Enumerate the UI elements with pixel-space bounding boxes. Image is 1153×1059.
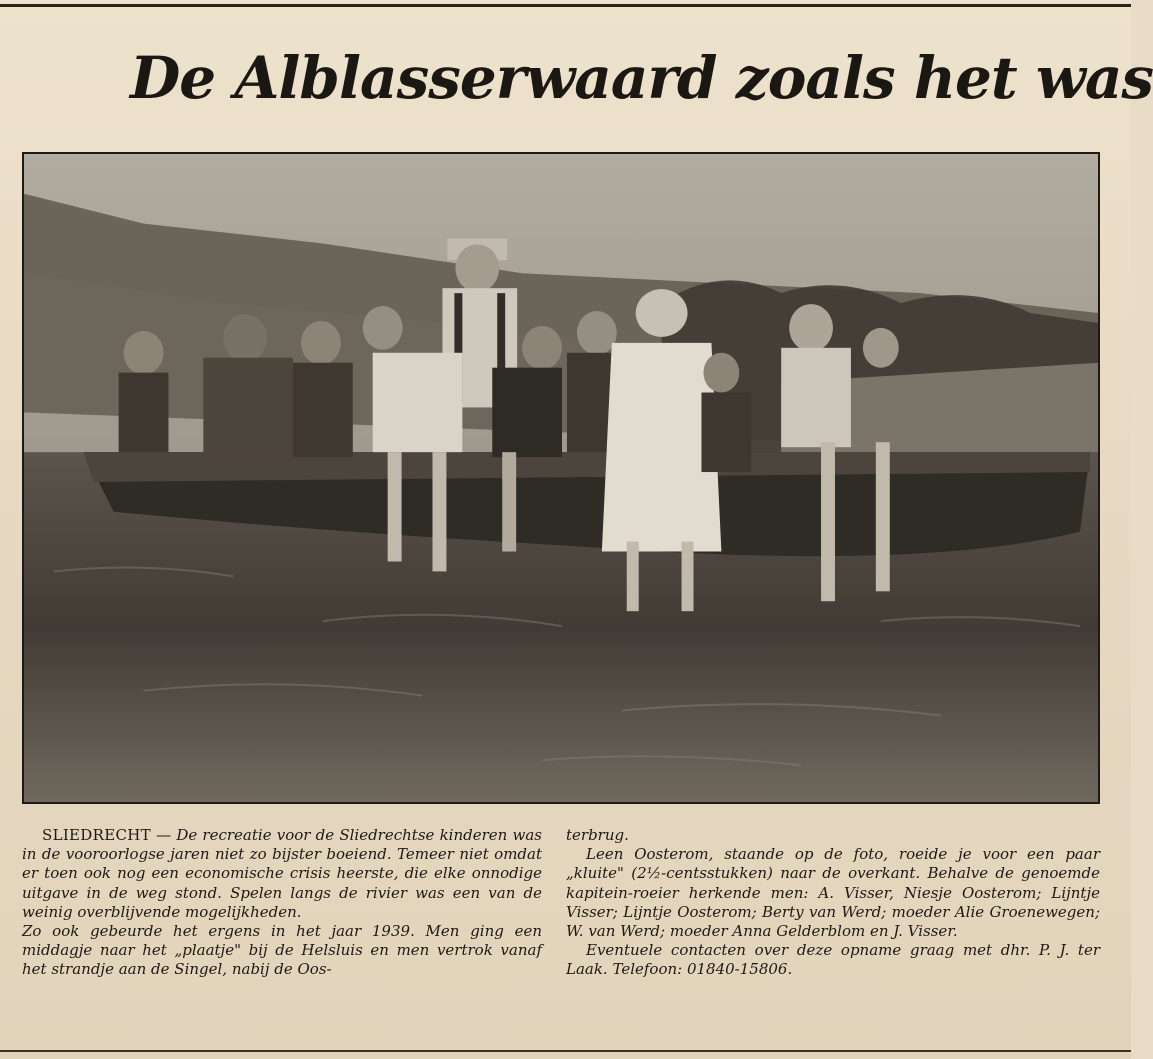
article-paragraph: terbrug. <box>566 826 629 844</box>
bottom-rule <box>0 1050 1131 1052</box>
historic-photo <box>22 152 1100 804</box>
dateline: SLIEDRECHT <box>42 826 151 844</box>
top-rule <box>0 4 1131 7</box>
photo-children-on-boat <box>24 154 1098 802</box>
article-paragraph: Zo ook gebeurde het ergens in het jaar 1939. Men ging een middagje naar het „plaatje" bij de Helsluis en men vertrok vanaf het strandje aan de Singel, nabij de Oos- <box>22 922 542 979</box>
article-text: — De recreatie voor de Sliedrechtse kinderen was in de vooroorlogse jaren niet zo bijster boeiend. Temeer niet omdat er toen ook nog een economische crisis heerste, die elke onnodige uitgave in de weg stond. Spelen langs de rivier was een van de weinig overblijvende mogelijkheden. <box>22 826 542 921</box>
headline: De Alblasserwaard zoals het was <box>130 44 1153 112</box>
article-paragraph: Leen Oosterom, staande op de foto, roeide je voor een paar „kluite" (2½-centsstukken) naar de overkant. Behalve de genoemde kapitein-roeier herkende men: A. Visser, Niesje Oosterom; Lijntje Visser; Lijntje Oosterom; Berty van Werd; moeder Alie Groenewegen; W. van Werd; moeder Anna Gelderblom en J. Visser. <box>566 845 1100 941</box>
article-column-right <box>566 826 1100 980</box>
article-paragraph: Eventuele contacten over deze opname graag met dhr. P. J. ter Laak. Telefoon: 01840-15806. <box>566 941 1100 979</box>
article-paragraph <box>22 826 542 922</box>
article-column-left <box>22 826 542 980</box>
